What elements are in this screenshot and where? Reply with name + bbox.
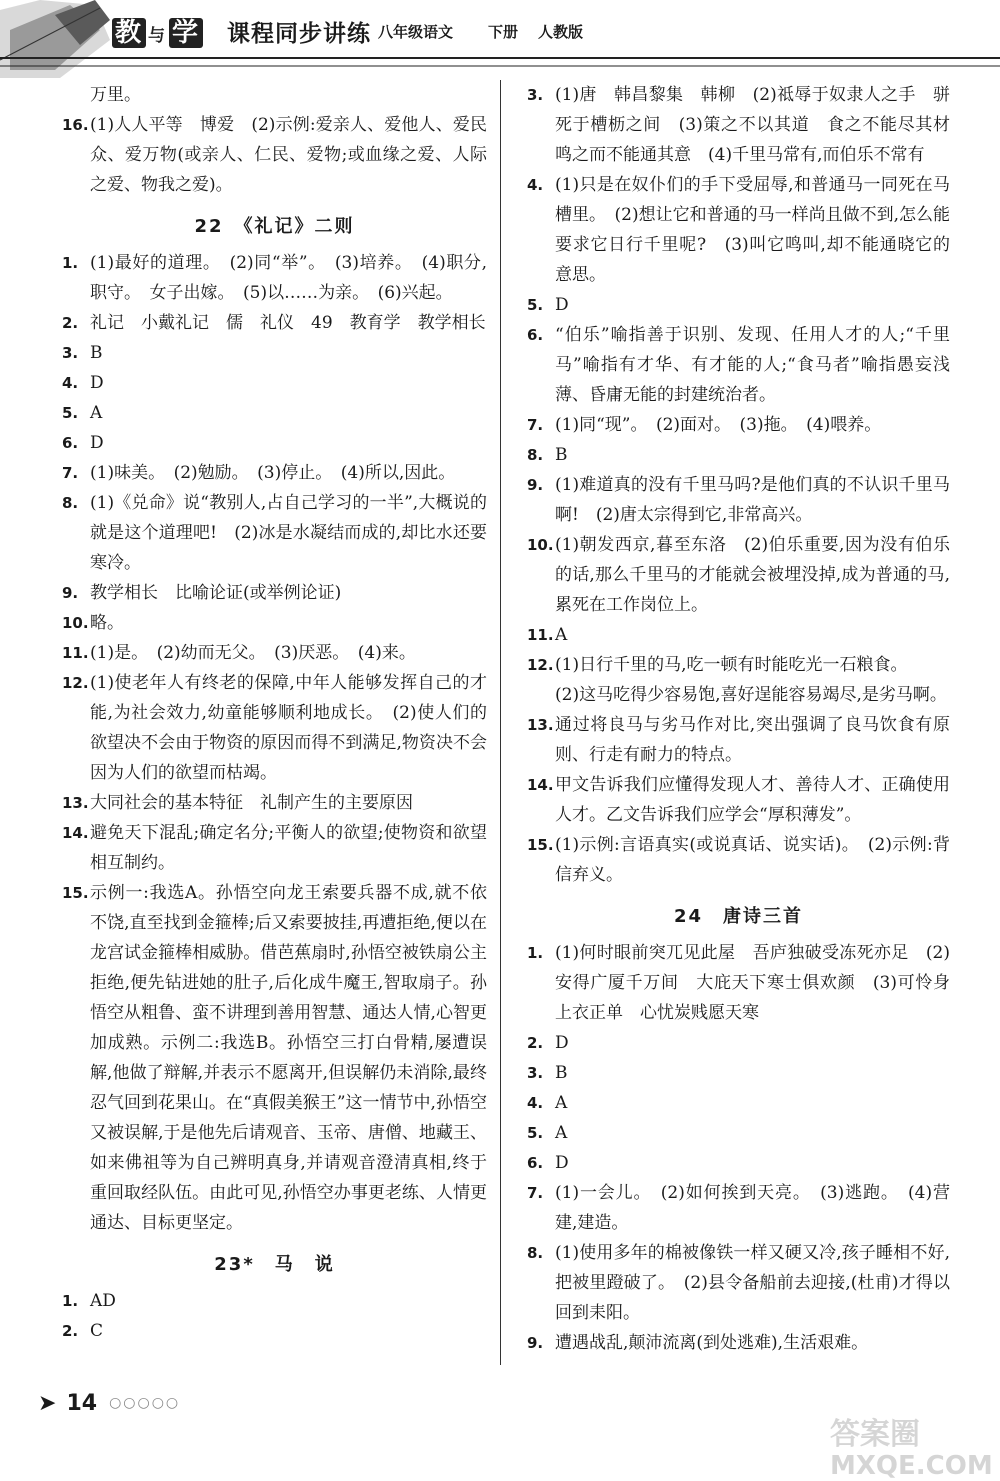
answer-number: 2. [62,314,79,332]
answer-continuation: (2)这马吃得少容易饱,喜好逞能容易竭尽,是劣马啊。 [555,685,947,705]
header-rule [0,54,1000,72]
answer-item [62,788,487,818]
answer-text: (1)使老年人有终老的保障,中年人能够发挥自己的才能,为社会效力,幼童能够顺利地成长。 (2)使人们的欲望决不会由于物资的原因而得不到满足,物资决不会因为人们的欲望而枯竭。 [90,673,487,783]
answer-item [62,1316,487,1346]
answer-number: 16. [62,116,89,134]
answer-text: A [555,625,568,645]
answer-item [62,458,487,488]
answer-number: 11. [527,626,554,644]
answer-item [62,818,487,878]
page-number: 14 [66,1390,98,1416]
answer-text: “伯乐”喻指善于识别、发现、任用人才的人;“千里马”喻指有才华、有才能的人;“食马者”喻指愚妄浅薄、昏庸无能的封建统治者。 [555,325,950,405]
answer-text: (1)是。 (2)幼而无父。 (3)厌恶。 (4)来。 [90,643,416,663]
answer-number: 7. [62,464,79,482]
answer-item [527,320,950,410]
answer-number: 9. [527,476,544,494]
answer-text: (1)一会儿。 (2)如何挨到天亮。 (3)逃跑。 (4)营建,建造。 [555,1183,950,1233]
answer-item [527,620,950,650]
answer-item [527,440,950,470]
answer-number: 2. [62,1322,79,1340]
answer-item [62,338,487,368]
volume-label: 下册 [488,23,519,41]
answer-text: 通过将良马与劣马作对比,突出强调了良马饮食有原则、行走有耐力的特点。 [555,715,950,765]
answer-item [527,650,950,680]
answer-number: 6. [527,326,544,344]
answer-text: B [555,445,568,465]
arrow-icon: ➤ [38,1390,57,1416]
column-divider [500,80,501,1365]
answer-text: (1)同“现”。 (2)面对。 (3)拖。 (4)喂养。 [555,415,882,435]
answer-text: 教学相长 比喻论证(或举例论证) [90,583,342,603]
answer-number: 5. [527,296,544,314]
answer-item [527,938,950,1028]
grade-label: 八年级语文 [378,23,454,41]
answer-item [62,608,487,638]
answer-text: 略。 [90,613,124,633]
answer-number: 3. [527,86,544,104]
answer-item [527,830,950,890]
answer-text: (1)最好的道理。 (2)同“举”。 (3)培养。 (4)职分,职守。 女子出嫁。 (5)以……为亲。 (6)兴起。 [90,253,487,303]
answer-text: D [555,295,569,315]
answer-text: (1)难道真的没有千里马吗?是他们真的不认识千里马啊! (2)唐太宗得到它,非常高兴。 [555,475,950,525]
answer-text: C [90,1321,104,1341]
answer-text: 示例一:我选A。孙悟空向龙王索要兵器不成,就不依不饶,直至找到金箍棒;后又索要披挂,再遭拒绝,便以在龙宫试金箍棒相威胁。借芭蕉扇时,孙悟空被铁扇公主拒绝,便先钻进她的肚子,后化成牛魔王,智取扇子。孙悟空从粗鲁、蛮不讲理到善用智慧、通达人情,心智更加成熟。示例二:我选B。孙悟空三打白骨精,屡遭误解,他做了辩解,并表示不愿离开,但误解仍未消除,最终忍气回到花果山。在“真假美猴王”这一情节中,孙悟空又被误解,于是他先后请观音、玉帝、唐僧、地藏王、如来佛祖等为自己辨明真身,并请观音澄清真相,终于重回取经队伍。由此可见,孙悟空办事更老练、人情更通达、目标更坚定。 [90,883,487,1233]
answer-number: 15. [62,884,89,902]
answer-text: 大同社会的基本特征 礼制产生的主要原因 [90,793,413,813]
answer-item [527,1148,950,1178]
answer-continuation: 万里。 [90,85,141,105]
answer-text: (1)使用多年的棉被像铁一样又硬又冷,孩子睡相不好,把被里蹬破了。 (2)县令备船前去迎接,(杜甫)才得以回到耒阳。 [555,1243,950,1323]
answer-number: 14. [62,824,89,842]
answer-text: (1)何时眼前突兀见此屋 吾庐独破受冻死亦足 (2)安得广厦千万间 大庇天下寒士俱欢颜 (3)可怜身上衣正单 心忧炭贱愿天寒 [555,943,950,1023]
answer-number: 3. [62,344,79,362]
answer-number: 6. [62,434,79,452]
answer-number: 3. [527,1064,544,1082]
answer-item [62,248,487,308]
answer-number: 10. [62,614,89,632]
answer-number: 15. [527,836,554,854]
answer-number: 13. [527,716,554,734]
answer-text: (1)人人平等 博爱 (2)示例:爱亲人、爱他人、爱民众、爱万物(或亲人、仁民、爱物;或血缘之爱、人际之爱、物我之爱)。 [90,115,487,195]
watermark-bottom-text: MXQE.COM [830,1451,993,1481]
answer-item [527,1058,950,1088]
answer-item [527,290,950,320]
answer-item [527,1088,950,1118]
left-column [62,80,487,1346]
section-heading: 23* 马 说 [214,1254,335,1275]
answer-number: 6. [527,1154,544,1172]
section-heading: 24 唐诗三首 [673,906,804,927]
answer-number: 1. [62,254,79,272]
answer-text: (1)日行千里的马,吃一顿有时能吃光一石粮食。 [555,655,908,675]
watermark-top-text: 答案圈 [830,1417,920,1452]
answer-text: (1)示例:言语真实(或说真话、说实话)。 (2)示例:背信弃义。 [555,835,950,885]
answer-text: B [555,1063,568,1083]
answer-item [527,1178,950,1238]
answer-item [62,308,487,338]
brand-logo: 教 与 学 [112,12,203,49]
answer-item [62,428,487,458]
section-heading: 22 《礼记》二则 [194,216,355,237]
answer-text: 礼记 小戴礼记 儒 礼仪 49 教育学 教学相长 [90,313,486,333]
answer-number: 1. [527,944,544,962]
answer-text: (1)《兑命》说“教别人,占自己学习的一半”,大概说的就是这个道理吧! (2)冰是水凝结而成的,却比水还要寒冷。 [90,493,487,573]
answer-text: AD [90,1291,116,1311]
answer-text: B [90,343,103,363]
answer-text: A [90,403,103,423]
answer-item [527,80,967,170]
answer-item [62,398,487,428]
page-header [0,0,1000,78]
answer-item [62,878,487,1238]
page-footer [38,1388,180,1418]
answer-number: 4. [527,1094,544,1112]
answer-item [527,410,950,440]
answer-number: 8. [527,1244,544,1262]
answer-text: D [90,433,104,453]
answer-number: 10. [527,536,554,554]
answer-text: D [90,373,104,393]
answer-text: (1)朝发西京,暮至东洛 (2)伯乐重要,因为没有伯乐的话,那么千里马的才能就会被埋没掉,成为普通的马,累死在工作岗位上。 [555,535,950,615]
answer-number: 1. [62,1292,79,1310]
answer-text: 甲文告诉我们应懂得发现人才、善待人才、正确使用人才。乙文告诉我们应学会“厚积薄发”。 [555,775,950,825]
answer-item [527,710,950,770]
answer-text: (1)只是在奴仆们的手下受屈辱,和普通马一同死在马槽里。 (2)想让它和普通的马一样尚且做不到,怎么能要求它日行千里呢? (3)叫它鸣叫,却不能通晓它的意思。 [555,175,950,285]
answer-item [62,488,487,578]
answer-item [527,1118,950,1148]
answer-item [527,770,950,830]
answer-item [527,1028,950,1058]
answer-item [527,530,950,620]
answer-text: A [555,1123,568,1143]
answer-number: 2. [527,1034,544,1052]
answer-item [62,638,487,668]
answer-number: 7. [527,1184,544,1202]
answer-number: 13. [62,794,89,812]
answer-number: 4. [527,176,544,194]
answer-number: 8. [62,494,79,512]
answer-text: D [555,1033,569,1053]
answer-number: 5. [527,1124,544,1142]
answer-item [62,668,487,788]
answer-number: 12. [62,674,89,692]
answer-item [527,1238,950,1328]
answer-number: 9. [62,584,79,602]
answer-text: (1)唐 韩昌黎集 韩柳 (2)祗辱于奴隶人之手 骈死于槽枥之间 (3)策之不以其道 食之不能尽其材 鸣之而不能通其意 (4)千里马常有,而伯乐不常有 [555,85,967,165]
footer-dots: ○○○○○ [109,1395,181,1411]
watermark [820,1410,1000,1481]
answer-number: 11. [62,644,89,662]
answer-number: 9. [527,1334,544,1352]
answer-number: 5. [62,404,79,422]
answer-text: 遭遇战乱,颠沛流离(到处逃难),生活艰难。 [555,1333,869,1353]
answer-number: 12. [527,656,554,674]
series-title: 课程同步讲练 [227,21,371,47]
answer-item [527,470,950,530]
answer-item [62,368,487,398]
answer-number: 8. [527,446,544,464]
answer-text: D [555,1153,569,1173]
answer-text: 避免天下混乱;确定名分;平衡人的欲望;使物资和欲望相互制约。 [90,823,487,873]
answer-item [527,170,950,290]
answer-number: 7. [527,416,544,434]
answer-item [62,1286,487,1316]
answer-item [62,110,487,200]
edition-label: 人教版 [538,23,584,41]
answer-text: A [555,1093,568,1113]
answer-text: (1)味美。 (2)勉励。 (3)停止。 (4)所以,因此。 [90,463,456,483]
answer-item [527,1328,950,1358]
answer-number: 14. [527,776,554,794]
answer-item [62,578,487,608]
answer-number: 4. [62,374,79,392]
right-column [527,80,967,1358]
